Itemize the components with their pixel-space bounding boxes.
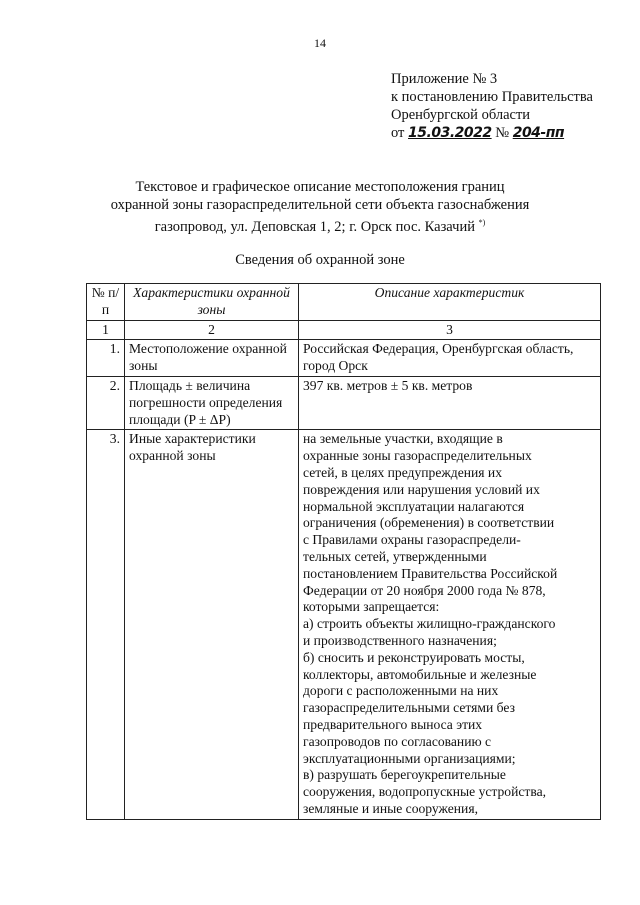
document-title [60,178,580,236]
row-description [299,430,601,819]
number-prefix: № [495,125,510,141]
appendix-line-2: к постановлению Правительства [391,89,593,105]
appendix-block [391,70,636,142]
table-header-row [87,284,601,321]
row-characteristic: Иные характеристики охранной зоны [125,430,299,819]
header-number: № п/п [87,284,125,321]
column-number-row [87,320,601,340]
column-number: 1 [87,320,125,340]
description-line: повреждения или нарушения условий их [303,481,540,497]
description-line: на земельные участки, входящие в [303,431,503,447]
description-line: охранные зоны газораспределительных [303,448,532,464]
column-number: 3 [299,320,601,340]
description-line: нормальной эксплуатации налагаются [303,498,525,514]
description-line: постановлением Правительства Российской [303,565,558,581]
row-characteristic: Местоположение охранной зоны [125,340,299,377]
description-line: и производственного назначения; [303,632,497,648]
handwritten-number: 204-пп [512,125,565,141]
table-row [87,340,601,377]
description-line: в) разрушать берегоукрепительные [303,767,506,783]
description-line: коллекторы, автомобильные и железные [303,666,537,682]
description-line: которыми запрещается: [303,599,440,615]
description-line: с Правилами охраны газораспредели- [303,532,521,548]
row-description: Российская Федерация, Оренбургская область, город Орск [299,340,601,377]
description-line: предварительного выноса этих [303,716,483,732]
description-line: земляные и иные сооружения, [303,800,478,816]
row-characteristic: Площадь ± величина погрешности определения площади (P ± ΔP) [125,376,299,429]
description-line: тельных сетей, утвержденными [303,548,487,564]
title-line-3-text: газопровод, ул. Деповская 1, 2; г. Орск пос. Казачий [154,218,475,235]
appendix-line-3: Оренбургской области [391,107,531,123]
page-number: 14 [314,36,326,50]
section-subtitle: Сведения об охранной зоне [235,252,405,268]
description-line: газопроводов по согласованию с [303,733,492,749]
header-characteristic: Характеристики охранной зоны [125,284,299,321]
title-line-3 [60,214,580,236]
title-line-2: охранной зоны газораспределительной сети объекта газоснабжения [110,197,530,213]
row-number: 1. [87,340,125,377]
zone-info-table [86,283,601,820]
appendix-date-line [391,124,636,142]
column-number: 2 [125,320,299,340]
title-line-1: Текстовое и графическое описание местоположения границ [135,179,505,195]
row-description: 397 кв. метров ± 5 кв. метров [299,376,601,429]
header-description: Описание характеристик [299,284,601,321]
description-line: сооружения, водопропускные устройства, [303,784,547,800]
description-line: дороги с расположенными на них [303,683,499,699]
description-line: б) сносить и реконструировать мосты, [303,649,525,665]
handwritten-date: 15.03.2022 [408,125,492,141]
description-line: ограничения (обременения) в соответствии [303,515,555,531]
date-prefix: от [391,125,405,141]
description-line: эксплуатационными организациями; [303,750,516,766]
appendix-line-1: Приложение № 3 [391,71,498,87]
row-number: 3. [87,430,125,819]
description-line: а) строить объекты жилищно-гражданского [303,616,556,632]
table-row [87,376,601,429]
footnote-mark: *) [478,218,486,227]
description-line: газораспределительными сетями без [303,700,515,716]
description-line: Федерации от 20 ноября 2000 года № 878, [303,582,546,598]
description-line: сетей, в целях предупреждения их [303,464,502,480]
table-row [87,430,601,819]
row-number: 2. [87,376,125,429]
